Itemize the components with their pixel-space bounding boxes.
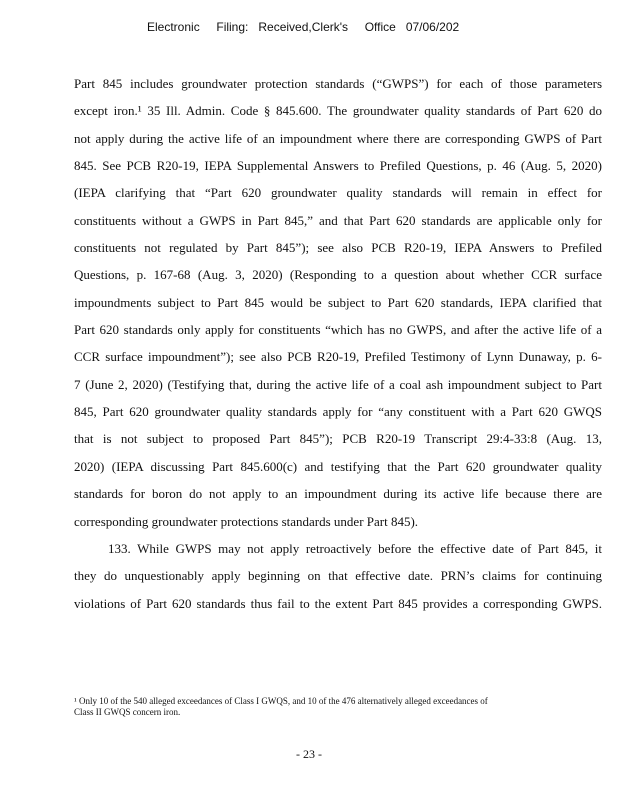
footnote xyxy=(74,696,574,718)
text-line: 133. While GWPS may not apply retroactively before the effective date of Part 845, it xyxy=(108,540,602,556)
text-line: Questions, p. 167-68 (Aug. 3, 2020) (Responding to a question about whether CCR surface xyxy=(74,267,602,283)
text-line: (IEPA clarifying that “Part 620 groundwater quality standards will remain in effect for xyxy=(74,185,602,201)
text-line: 2020) (IEPA discussing Part 845.600(c) and testifying that the Part 620 groundwater quality xyxy=(74,458,602,474)
text-line: impoundments subject to Part 845 would be subject to Part 620 standards, IEPA clarified that xyxy=(74,294,602,310)
footnote-line: Class II GWQS concern iron. xyxy=(74,707,181,717)
text-line: 7 (June 2, 2020) (Testifying that, during the active life of a coal ash impoundment subject to Part xyxy=(74,376,602,392)
text-line: corresponding groundwater protections standards under Part 845). xyxy=(74,513,419,529)
text-line: not apply during the active life of an impoundment where there are corresponding GWPS of Part xyxy=(74,130,602,146)
text-line: Part 845 includes groundwater protection standards (“GWPS”) for each of those parameters xyxy=(74,76,602,91)
text-line: constituents without a GWPS in Part 845,” and that Part 620 standards are applicable only for xyxy=(74,212,602,228)
text-line: that is not subject to proposed Part 845”); PCB R20-19 Transcript 29:4-33:8 (Aug. 13, xyxy=(74,431,602,447)
text-line: Part 620 standards only apply for constituents “which has no GWPS, and after the active life of a xyxy=(74,322,602,338)
page-number: - 23 - xyxy=(296,747,322,761)
text-line: 845. See PCB R20-19, IEPA Supplemental Answers to Prefiled Questions, p. 46 (Aug. 5, 2020) xyxy=(74,158,602,174)
footnote-line: ¹ Only 10 of the 540 alleged exceedances of Class I GWQS, and 10 of the 476 alternatively alleged exceedances of xyxy=(74,696,488,706)
text-line: violations of Part 620 standards thus fail to the extent Part 845 provides a corresponding GWPS. xyxy=(74,595,602,611)
text-line: standards for boron do not apply to an impoundment during its active life because there are xyxy=(74,486,602,502)
text-line: except iron.¹ 35 Ill. Admin. Code § 845.600. The groundwater quality standards of Part 620 do xyxy=(74,103,602,119)
text-line: constituents not regulated by Part 845”); see also PCB R20-19, IEPA Answers to Prefiled xyxy=(74,240,602,256)
body-text xyxy=(74,70,602,617)
text-line: CCR surface impoundment”); see also PCB R20-19, Prefiled Testimony of Lynn Dunaway, p. 6- xyxy=(74,349,602,365)
filing-header: Electronic Filing: Received,Clerk's Office 07/06/202 xyxy=(147,20,460,34)
text-line: they do unquestionably apply beginning on that effective date. PRN’s claims for continuing xyxy=(74,568,602,584)
text-line: 845, Part 620 groundwater quality standards apply for “any constituent with a Part 620 GWQS xyxy=(74,404,602,420)
